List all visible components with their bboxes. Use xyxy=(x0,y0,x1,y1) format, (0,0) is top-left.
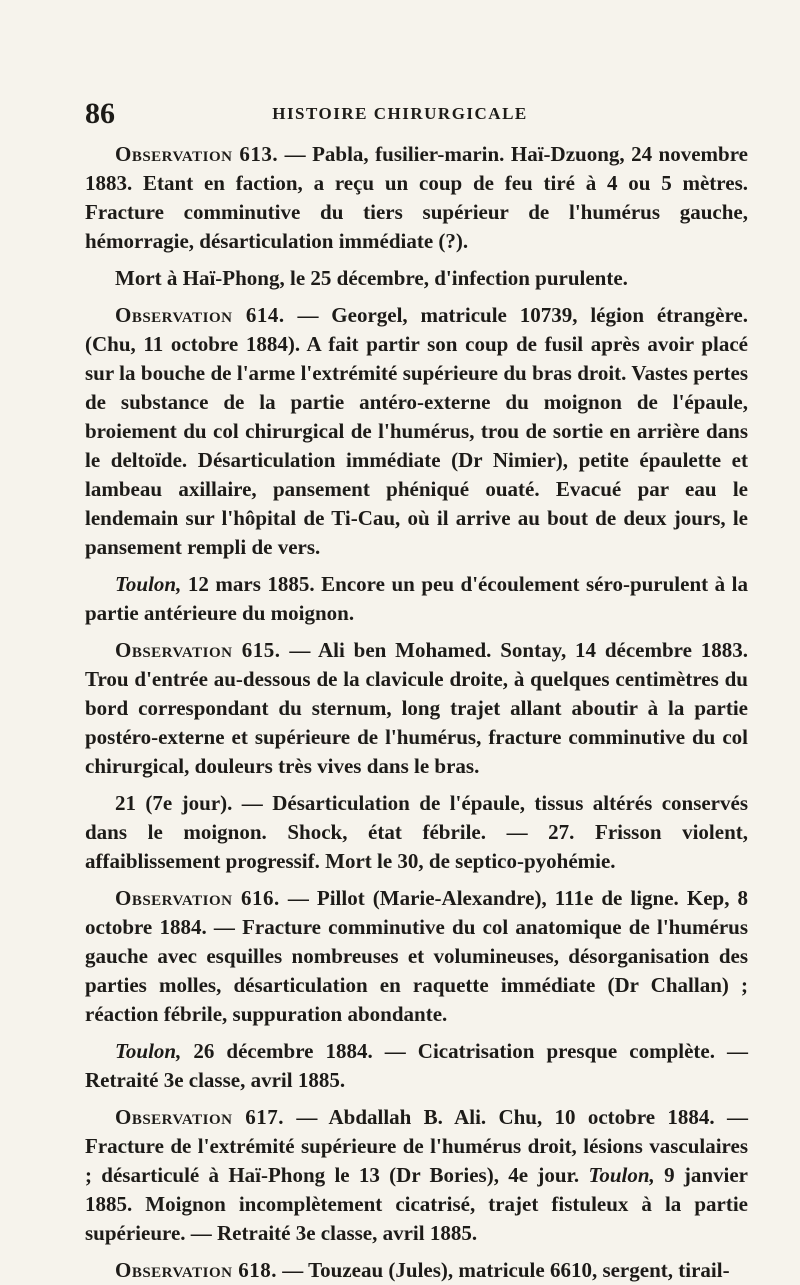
observation-label: Observation 617. xyxy=(115,1105,285,1129)
observation-text-end: 9 janvier 1885. Moignon incomplètement cicatrisé, trajet fistuleux à la partie supérieure. — Retraité 3e classe, avril 1885. xyxy=(85,1163,748,1245)
running-head: HISTOIRE CHIRURGICALE xyxy=(272,104,528,123)
observation-text: — Abdallah B. Ali. Chu, 10 octobre 1884. — Fracture de l'extrémité supérieure de l'humérus droit, lésions vasculaires ; désarticulé à Haï-Phong le 13 (Dr Bories), 4e jour. xyxy=(85,1105,748,1187)
observation-text: — Georgel, matricule 10739, légion étrangère. (Chu, 11 octobre 1884). A fait partir son coup de fusil après avoir placé sur la bouche de l'arme l'extrémité supérieure du bras droit. Vastes pertes de substance de la partie antéro-externe du moignon de l'épaule, broiement du col chirurgical de l'humérus, trou de sortie en arrière dans le deltoïde. Désarticulation immédiate (Dr Nimier), petite épaulette et lambeau axillaire, pansement phéniqué ouaté. Evacué par eau le lendemain sur l'hôpital de Ti-Cau, où il arrive au bout de deux jours, le pansement rempli de vers. xyxy=(85,303,749,559)
observation-label: Observation 614. xyxy=(115,303,285,327)
page-number: 86 xyxy=(85,97,115,130)
page-header xyxy=(52,96,748,132)
observation-text: — Touzeau (Jules), matricule 6610, sergent, tirail- xyxy=(276,1258,730,1282)
observation-615-continued: 21 (7e jour). — Désarticulation de l'épaule, tissus altérés conservés dans le moignon. Shock, état fébrile. — 27. Frisson violent, affaiblissement progressif. Mort le 30, de septico-pyohémie. xyxy=(85,791,748,873)
observation-614-followup xyxy=(85,570,748,628)
observation-615 xyxy=(85,636,748,781)
observation-label: Observation 613. xyxy=(115,142,279,166)
place-name: Toulon, xyxy=(115,1039,182,1063)
observation-text: — Pillot (Marie-Alexandre), 111e de ligne. Kep, 8 octobre 1884. — Fracture comminutive du col anatomique de l'humérus gauche avec esquilles nombreuses et volumineuses, désorganisation des parties molles, désarticulation en raquette immédiate (Dr Challan) ; réaction fébrile, suppuration abondante. xyxy=(85,886,748,1026)
followup-text: 26 décembre 1884. — Cicatrisation presque complète. — Retraité 3e classe, avril 1885. xyxy=(85,1039,748,1092)
observation-617 xyxy=(85,1103,748,1248)
observation-text: — Pabla, fusilier-marin. Haï-Dzuong, 24 novembre 1883. Etant en faction, a reçu un coup de feu tiré à 4 ou 5 mètres. Fracture comminutive du tiers supérieur de l'humérus gauche, hémorragie, désarticulation immédiate (?). xyxy=(85,142,748,253)
observation-616 xyxy=(85,884,748,1029)
observation-label: Observation 615. xyxy=(115,638,281,662)
observation-613 xyxy=(85,140,748,256)
place-name: Toulon, xyxy=(588,1163,655,1187)
observation-616-followup xyxy=(85,1037,748,1095)
observation-text: — Ali ben Mohamed. Sontay, 14 décembre 1883. Trou d'entrée au-dessous de la clavicule droite, à quelques centimètres du bord correspondant du sternum, long trajet allant aboutir à la partie postéro-externe et supérieure de l'humérus, fracture comminutive du col chirurgical, douleurs très vives dans le bras. xyxy=(85,638,748,778)
observation-613-continued: Mort à Haï-Phong, le 25 décembre, d'infection purulente. xyxy=(115,266,628,290)
observation-614 xyxy=(85,301,748,562)
page-body xyxy=(52,140,748,1285)
followup-text: 12 mars 1885. Encore un peu d'écoulement séro-purulent à la partie antérieure du moignon. xyxy=(85,572,748,625)
observation-label: Observation 618. xyxy=(115,1258,277,1282)
place-name: Toulon, xyxy=(115,572,182,596)
observation-label: Observation 616. xyxy=(115,886,280,910)
